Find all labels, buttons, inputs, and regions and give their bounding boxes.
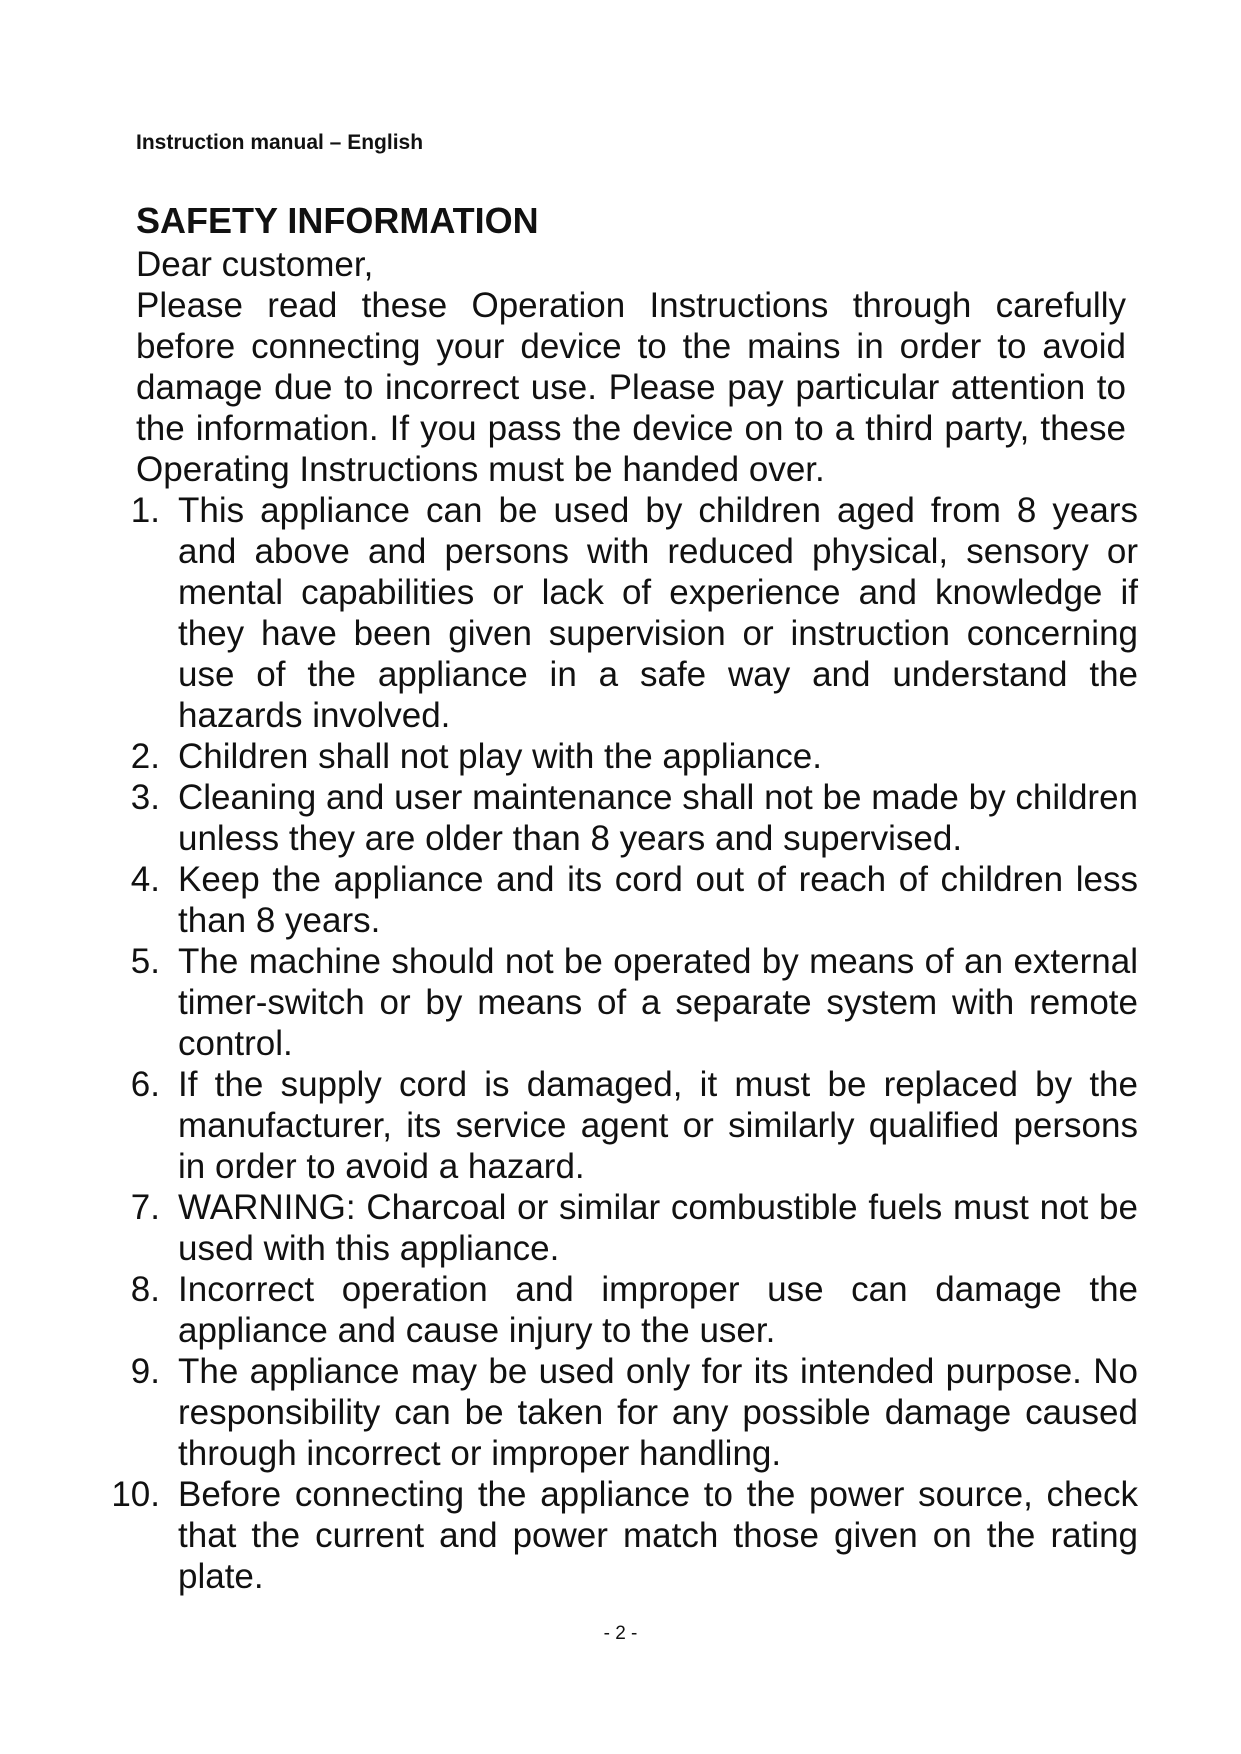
list-item-number: 10. bbox=[111, 1475, 160, 1514]
list-item-number: 8. bbox=[130, 1270, 160, 1309]
list-item bbox=[100, 859, 1140, 941]
list-item bbox=[100, 1064, 1140, 1187]
list-item-text: Children shall not play with the appliance. bbox=[178, 737, 822, 776]
list-item-number: 7. bbox=[130, 1188, 160, 1227]
list-item-number: 3. bbox=[130, 778, 160, 817]
list-item-text: This appliance can be used by children aged from 8 years and above and persons with reduced physical, sensory or mental capabilities or lack of experience and knowledge if they have been given supervision or instruction concerning use of the appliance in a safe way and understand the hazards involved. bbox=[178, 491, 1138, 735]
list-item bbox=[100, 490, 1140, 736]
list-item-text: WARNING: Charcoal or similar combustible fuels must not be used with this appliance. bbox=[178, 1188, 1138, 1268]
list-item-number: 6. bbox=[130, 1065, 160, 1104]
list-item bbox=[100, 1474, 1140, 1597]
list-item-number: 2. bbox=[130, 737, 160, 776]
list-item-text: Incorrect operation and improper use can damage the appliance and cause injury to the user. bbox=[178, 1270, 1138, 1350]
list-item-text: The appliance may be used only for its intended purpose. No responsibility can be taken for any possible damage caused through incorrect or improper handling. bbox=[178, 1352, 1138, 1473]
section-title: SAFETY INFORMATION bbox=[136, 200, 539, 241]
list-item bbox=[100, 1187, 1140, 1269]
safety-list bbox=[100, 490, 1140, 1597]
list-item-number: 1. bbox=[130, 491, 160, 530]
manual-language-header: Instruction manual – English bbox=[136, 131, 424, 154]
list-item-text: Before connecting the appliance to the power source, check that the current and power match those given on the rating plate. bbox=[178, 1475, 1138, 1596]
intro-block bbox=[136, 244, 1126, 490]
list-item-number: 5. bbox=[130, 942, 160, 981]
list-item-text: If the supply cord is damaged, it must be replaced by the manufacturer, its service agent or similarly qualified persons in order to avoid a hazard. bbox=[178, 1065, 1138, 1186]
list-item-text: The machine should not be operated by means of an external timer-switch or by means of a separate system with remote control. bbox=[178, 942, 1138, 1063]
list-item bbox=[100, 1269, 1140, 1351]
page-number: - 2 - bbox=[603, 1623, 638, 1644]
greeting: Dear customer, bbox=[136, 245, 374, 284]
list-item-text: Cleaning and user maintenance shall not be made by children unless they are older than 8 years and supervised. bbox=[178, 778, 1138, 858]
list-item bbox=[100, 941, 1140, 1064]
list-item bbox=[100, 777, 1140, 859]
list-item bbox=[100, 736, 1140, 777]
list-item bbox=[100, 1351, 1140, 1474]
list-item-number: 4. bbox=[130, 860, 160, 899]
list-item-number: 9. bbox=[130, 1352, 160, 1391]
list-item-text: Keep the appliance and its cord out of reach of children less than 8 years. bbox=[178, 860, 1138, 940]
intro-paragraph: Please read these Operation Instructions through carefully before connecting your device to the mains in order to avoid damage due to incorrect use. Please pay particular attention to the information. If you pass the device on to a third party, these Operating Instructions must be handed over. bbox=[136, 286, 1126, 489]
